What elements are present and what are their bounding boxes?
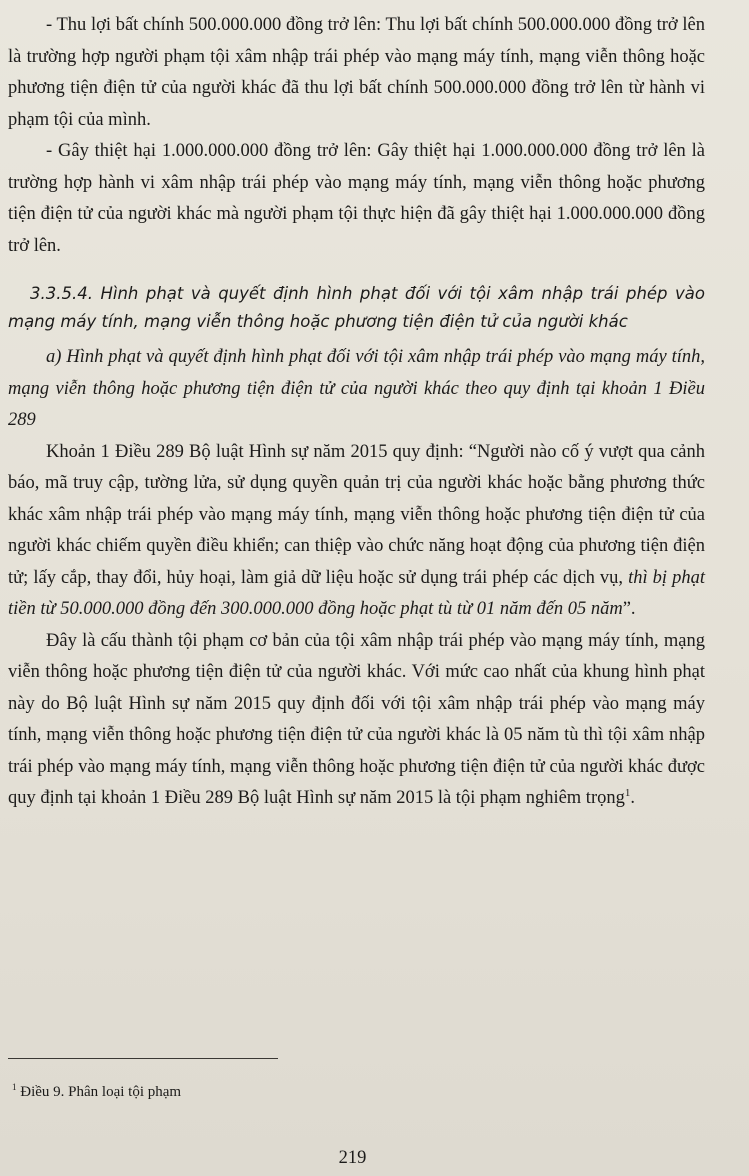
body-text bbox=[8, 10, 705, 815]
paragraph-clause-1-article-289 bbox=[8, 437, 705, 626]
clause-penalty-text: thì bị phạt tiền từ 50.000.000 đồng đến 300.000.000 đồng hoặc phạt tù từ 01 năm đến 05 năm bbox=[8, 567, 706, 619]
footnote-text: Điều 9. Phân loại tội phạm bbox=[20, 1084, 182, 1100]
page-number: 219 bbox=[338, 1148, 367, 1168]
footnote-number: 1 bbox=[12, 1082, 17, 1092]
subheading-a: a) Hình phạt và quyết định hình phạt đối với tội xâm nhập trái phép vào mạng máy tính, mạng viễn thông hoặc phương tiện điện tử của người khác theo quy định tại khoản 1 Điều 289 bbox=[8, 347, 705, 430]
basic-crime-text: Đây là cấu thành tội phạm cơ bản của tội xâm nhập trái phép vào mạng máy tính, mạng viễn thông hoặc phương tiện điện tử của người khác. Với mức cao nhất của khung hình phạt này do Bộ luật Hình sự năm 2015 quy định đối với tội xâm nhập trái phép vào mạng máy tính, mạng viễn thông hoặc phương tiện điện tử của người khác là 05 năm tù thì tội xâm nhập trái phép vào mạng máy tính, mạng viễn thông hoặc phương tiện điện tử của người khác được quy định tại khoản 1 Điều 289 Bộ luật Hình sự năm 2015 là tội phạm nghiêm trọng bbox=[8, 630, 705, 808]
footnote bbox=[12, 1082, 181, 1102]
section-heading-3354: 3.3.5.4. Hình phạt và quyết định hình phạt đối với tội xâm nhập trái phép vào mạng máy tính, mạng viễn thông hoặc phương tiện điện tử của người khác bbox=[8, 284, 705, 331]
clause-end: ”. bbox=[622, 599, 636, 619]
footnote-divider bbox=[8, 1058, 278, 1059]
paragraph-basic-crime-constitution bbox=[8, 626, 705, 815]
basic-crime-end: . bbox=[630, 788, 635, 808]
paragraph-damage: - Gây thiệt hại 1.000.000.000 đồng trở lên: Gây thiệt hại 1.000.000.000 đồng trở lên là trường hợp hành vi xâm nhập trái phép vào mạng máy tính, mạng viễn thông hoặc phương tiện điện tử của người khác mà người phạm tội thực hiện đã gây thiệt hại 1.000.000.000 đồng trở lên. bbox=[8, 141, 705, 256]
paragraph-illegal-profit: - Thu lợi bất chính 500.000.000 đồng trở lên: Thu lợi bất chính 500.000.000 đồng trở lên là trường hợp người phạm tội xâm nhập trái phép vào mạng máy tính, mạng viễn thông hoặc phương tiện điện tử của người khác đã thu lợi bất chính 500.000.000 đồng trở lên từ hành vi phạm tội của mình. bbox=[8, 15, 705, 130]
clause-text: Khoản 1 Điều 289 Bộ luật Hình sự năm 2015 quy định: “Người nào cố ý vượt qua cảnh báo, mã truy cập, tường lửa, sử dụng quyền quản trị của người khác hoặc bằng phương thức khác xâm nhập trái phép vào mạng máy tính, mạng viễn thông hoặc phương tiện điện tử của người khác chiếm quyền điều khiển; can thiệp vào chức năng hoạt động của phương tiện điện tử; lấy cắp, thay đổi, hủy hoại, làm giả dữ liệu hoặc sử dụng trái phép các dịch vụ, bbox=[8, 441, 705, 588]
footnote-reference[interactable]: 1 bbox=[624, 786, 631, 799]
